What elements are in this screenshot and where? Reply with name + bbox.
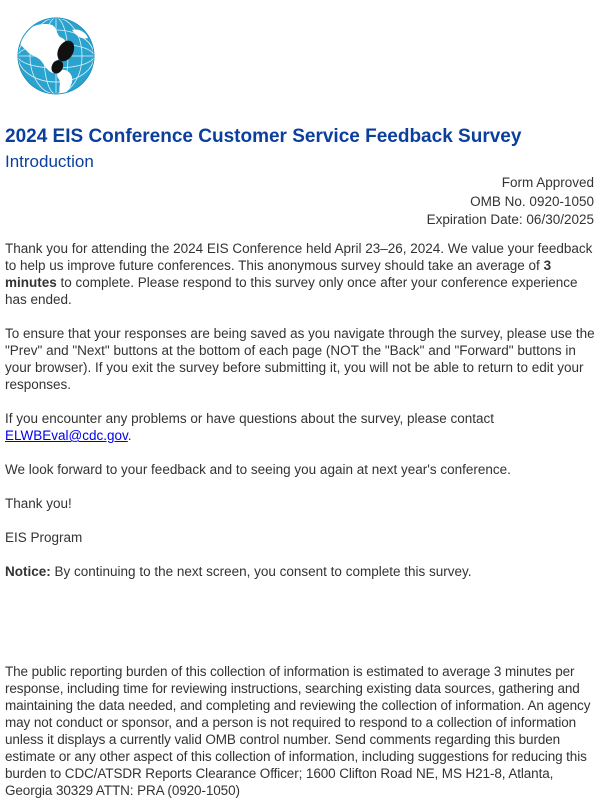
duration-emphasis: 3 minutes bbox=[5, 258, 552, 290]
globe-icon bbox=[16, 16, 96, 96]
omb-approval-block bbox=[427, 174, 594, 230]
intro-paragraph-4: We look forward to your feedback and to seeing you again at next year's conference. bbox=[5, 462, 511, 477]
intro-paragraph-1: Thank you for attending the 2024 EIS Conference held April 23–26, 2024. We value your feedback to help us improve future conferences. This anonymous survey should take an average of 3 minutes to complete. Please respond to this survey only once after your conference experience has ended. bbox=[5, 241, 593, 307]
signature-text: EIS Program bbox=[5, 530, 83, 545]
intro-paragraph-2: To ensure that your responses are being saved as you navigate through the survey, please use the "Prev" and "Next" buttons at the bottom of each page (NOT the "Back" and "Forward" buttons in your browser). If you exit the survey before submitting it, you will not be able to return to edit your responses. bbox=[5, 326, 595, 392]
notice-label: Notice: bbox=[5, 564, 51, 579]
burden-statement: The public reporting burden of this collection of information is estimated to average 3 minutes per response, including time for reviewing instructions, searching existing data sources, gathering and maintaining the data needed, and completing and reviewing the collection of information. An agency may not conduct or sponsor, and a person is not required to respond to a collection of information unless it displays a currently valid OMB control number. Send comments regarding this burden estimate or any other aspect of this collection of information, including suggestions for reducing this burden to CDC/ATSDR Reports Clearance Officer; 1600 Clifton Road NE, MS H21-8, Atlanta, Georgia 30329 ATTN: PRA (0920-1050) bbox=[5, 664, 591, 798]
eis-logo-icon bbox=[16, 16, 96, 96]
omb-number-text: OMB No. 0920-1050 bbox=[470, 193, 594, 209]
thank-you-text: Thank you! bbox=[5, 496, 72, 511]
intro-content bbox=[5, 240, 595, 597]
expiration-date-text: Expiration Date: 06/30/2025 bbox=[426, 212, 594, 227]
consent-notice: Notice: By continuing to the next screen, you consent to complete this survey. bbox=[5, 564, 472, 579]
page-title: 2024 EIS Conference Customer Service Feedback Survey bbox=[5, 126, 522, 147]
form-approved-text: Form Approved bbox=[501, 175, 594, 190]
intro-paragraph-3: If you encounter any problems or have questions about the survey, please contact ELWBEval@cdc.gov. bbox=[5, 411, 495, 443]
contact-email-link[interactable]: ELWBEval@cdc.gov bbox=[5, 428, 128, 443]
page-subtitle: Introduction bbox=[5, 152, 94, 171]
